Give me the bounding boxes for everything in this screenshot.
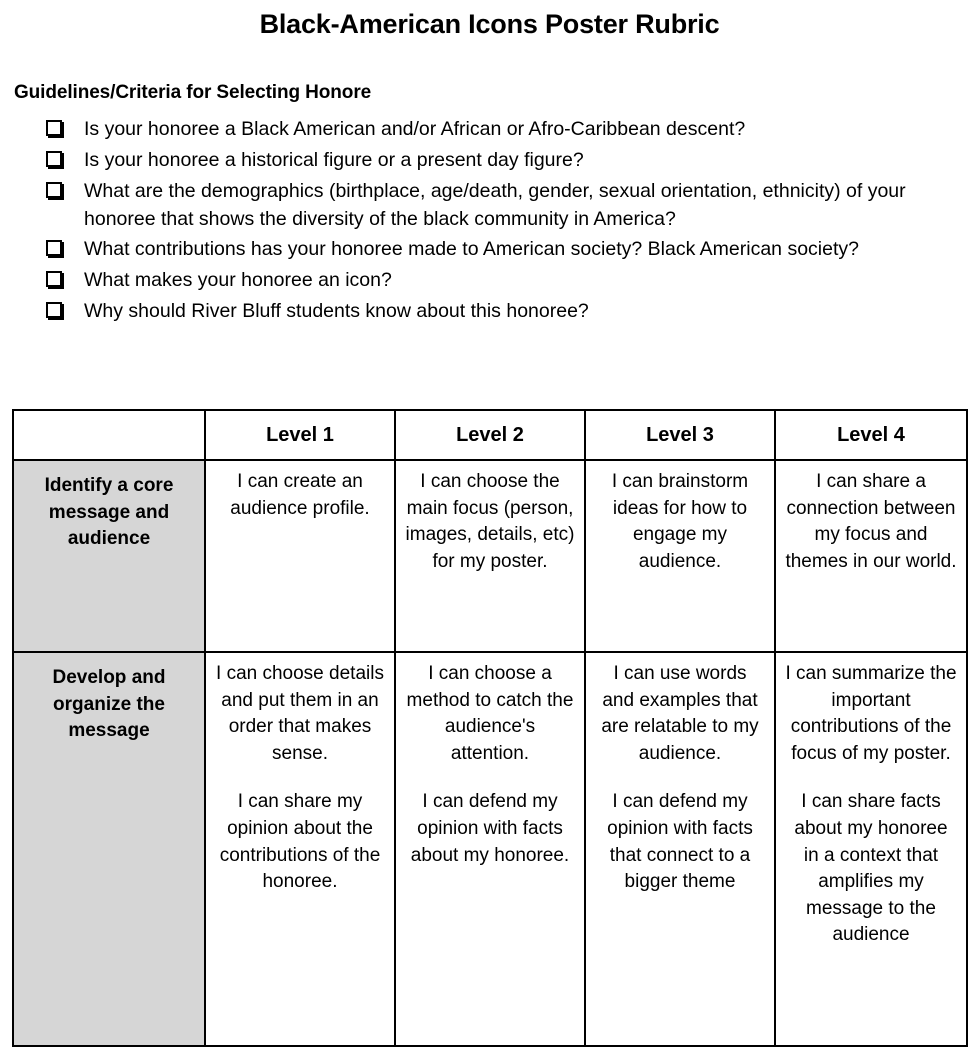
- cell-paragraph: I can choose the main focus (person, images, details, etc) for my poster.: [405, 471, 575, 572]
- cell-paragraph: I can share facts about my honoree in a context that amplifies my message to the audience: [794, 791, 948, 946]
- criteria-list: [0, 104, 979, 325]
- list-item-label: Is your honoree a Black American and/or African or Afro-Caribbean descent?: [84, 118, 746, 141]
- row-label-develop-organize-message: Develop and organize the message: [13, 652, 205, 1046]
- checkbox-square-icon: [46, 178, 84, 204]
- checkbox-square-icon: [46, 236, 84, 262]
- cell-paragraph: I can share my opinion about the contributions of the honoree.: [219, 791, 381, 893]
- table-row: [13, 652, 967, 1046]
- guidelines-section-heading: Guidelines/Criteria for Selecting Honore: [14, 81, 372, 103]
- checkbox-square-icon: [46, 267, 84, 293]
- table-corner-cell: [13, 410, 205, 460]
- list-item: [0, 298, 979, 326]
- list-item: [0, 116, 979, 144]
- cell-paragraph: I can choose details and put them in an order that makes sense.: [216, 663, 384, 764]
- cell-paragraph: I can brainstorm ideas for how to engage my audience.: [611, 471, 749, 572]
- table-cell: [395, 652, 585, 1046]
- table-cell: [775, 652, 967, 1046]
- table-cell: [395, 460, 585, 652]
- checkbox-square-icon: [46, 147, 84, 173]
- column-header-level-3: Level 3: [585, 410, 775, 460]
- table-row: [13, 460, 967, 652]
- table-cell: [205, 652, 395, 1046]
- cell-paragraph: I can share a connection between my focus and themes in our world.: [785, 471, 957, 572]
- cell-paragraph: I can summarize the important contributions of the focus of my poster.: [785, 663, 957, 764]
- table-cell: [585, 652, 775, 1046]
- list-item: [0, 147, 979, 175]
- list-item: [0, 178, 979, 233]
- list-item-label: What contributions has your honoree made to American society? Black American society?: [84, 238, 859, 261]
- checkbox-square-icon: [46, 298, 84, 324]
- list-item-label: What are the demographics (birthplace, age/death, gender, sexual orientation, ethnicity) of your honoree that shows the diversity of the black community in America?: [84, 179, 906, 230]
- table-cell: [775, 460, 967, 652]
- page-title: Black-American Icons Poster Rubric: [259, 9, 720, 39]
- cell-paragraph: I can use words and examples that are relatable to my audience.: [601, 663, 759, 764]
- list-item-label: Is your honoree a historical figure or a present day figure?: [84, 149, 584, 172]
- list-item: [0, 267, 979, 295]
- list-item: [0, 236, 979, 264]
- list-item-label: Why should River Bluff students know about this honoree?: [84, 299, 589, 322]
- rubric-table-container: [12, 409, 966, 1047]
- table-cell: [585, 460, 775, 652]
- column-header-level-1: Level 1: [205, 410, 395, 460]
- cell-paragraph: I can defend my opinion with facts about my honoree.: [410, 791, 570, 866]
- column-header-level-2: Level 2: [395, 410, 585, 460]
- column-header-level-4: Level 4: [775, 410, 967, 460]
- cell-paragraph: I can defend my opinion with facts that connect to a bigger theme: [607, 791, 753, 893]
- cell-paragraph: I can create an audience profile.: [230, 471, 370, 519]
- table-cell: [205, 460, 395, 652]
- row-label-identify-core-message: Identify a core message and audience: [13, 460, 205, 652]
- cell-paragraph: I can choose a method to catch the audience's attention.: [406, 663, 574, 764]
- table-header-row: [13, 410, 967, 460]
- rubric-table: [12, 409, 968, 1047]
- list-item-label: What makes your honoree an icon?: [84, 268, 392, 291]
- checkbox-square-icon: [46, 116, 84, 142]
